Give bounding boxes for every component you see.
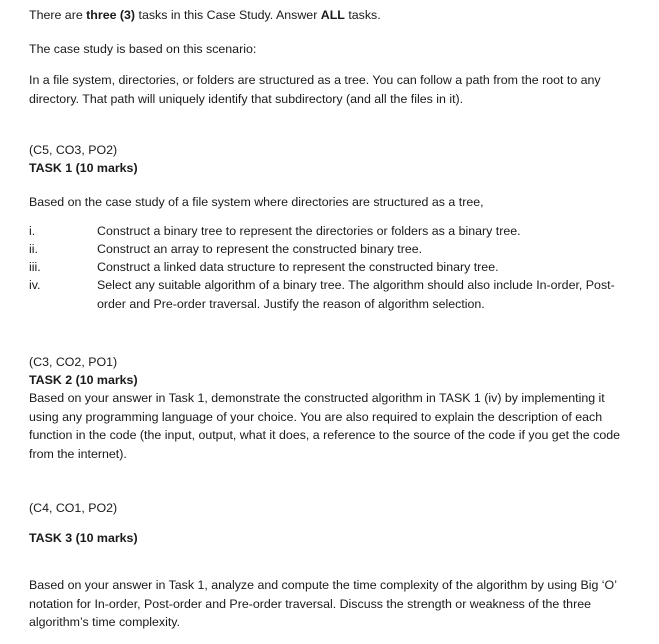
list-number: iii. bbox=[29, 260, 41, 274]
scenario-lead: The case study is based on this scenario: bbox=[29, 42, 257, 56]
task3-codes: (C4, CO1, PO2) bbox=[29, 501, 118, 515]
task2-codes: (C3, CO2, PO1) bbox=[29, 355, 118, 369]
intro-task-count: three (3) bbox=[86, 8, 136, 22]
scenario-paragraph: In a file system, directories, or folders are structured as a tree. You can follow a path from the root to any directory. That path will uniquely identify that subdirectory (and all the files in it). bbox=[29, 73, 601, 106]
intro-text-3: tasks. bbox=[344, 8, 381, 22]
list-number: i. bbox=[29, 224, 36, 238]
task3-title: TASK 3 (10 marks) bbox=[29, 531, 138, 545]
task1-item-2 bbox=[29, 240, 629, 258]
task1-item-1 bbox=[29, 222, 629, 240]
task1-lead: Based on the case study of a file system where directories are structured as a tree, bbox=[29, 195, 484, 209]
task1-title: TASK 1 (10 marks) bbox=[29, 161, 138, 175]
task1-codes: (C5, CO3, PO2) bbox=[29, 143, 118, 157]
list-number: ii. bbox=[29, 242, 38, 256]
intro-all: ALL bbox=[320, 8, 345, 22]
task3-body: Based on your answer in Task 1, analyze and compute the time complexity of the algorithm by using Big ‘O’ notation for In-order, Post-order and Pre-order traversal. Discuss the strength or weakness of the three algorithm’s time complexity. bbox=[29, 578, 617, 629]
list-text: Select any suitable algorithm of a binary tree. The algorithm should also include In-order, Post-order and Pre-order traversal. Justify the reason of algorithm selection. bbox=[97, 278, 615, 311]
intro-text-2: tasks in this Case Study. Answer bbox=[135, 8, 321, 22]
task1-item-4 bbox=[29, 276, 629, 314]
intro-instruction bbox=[29, 6, 381, 24]
task2-title: TASK 2 (10 marks) bbox=[29, 373, 138, 387]
list-text: Construct a binary tree to represent the directories or folders as a binary tree. bbox=[97, 224, 521, 238]
list-number: iv. bbox=[29, 278, 41, 292]
intro-text-1: There are bbox=[29, 8, 87, 22]
list-text: Construct an array to represent the constructed binary tree. bbox=[97, 242, 423, 256]
list-text: Construct a linked data structure to represent the constructed binary tree. bbox=[97, 260, 499, 274]
task2-body: Based on your answer in Task 1, demonstrate the constructed algorithm in TASK 1 (iv) by implementing it using any programming language of your choice. You are also required to explain the description of each function in the code (the input, output, what it does, a reference to the source of the code if you get the code from the internet). bbox=[29, 391, 621, 461]
task1-item-3 bbox=[29, 258, 629, 276]
